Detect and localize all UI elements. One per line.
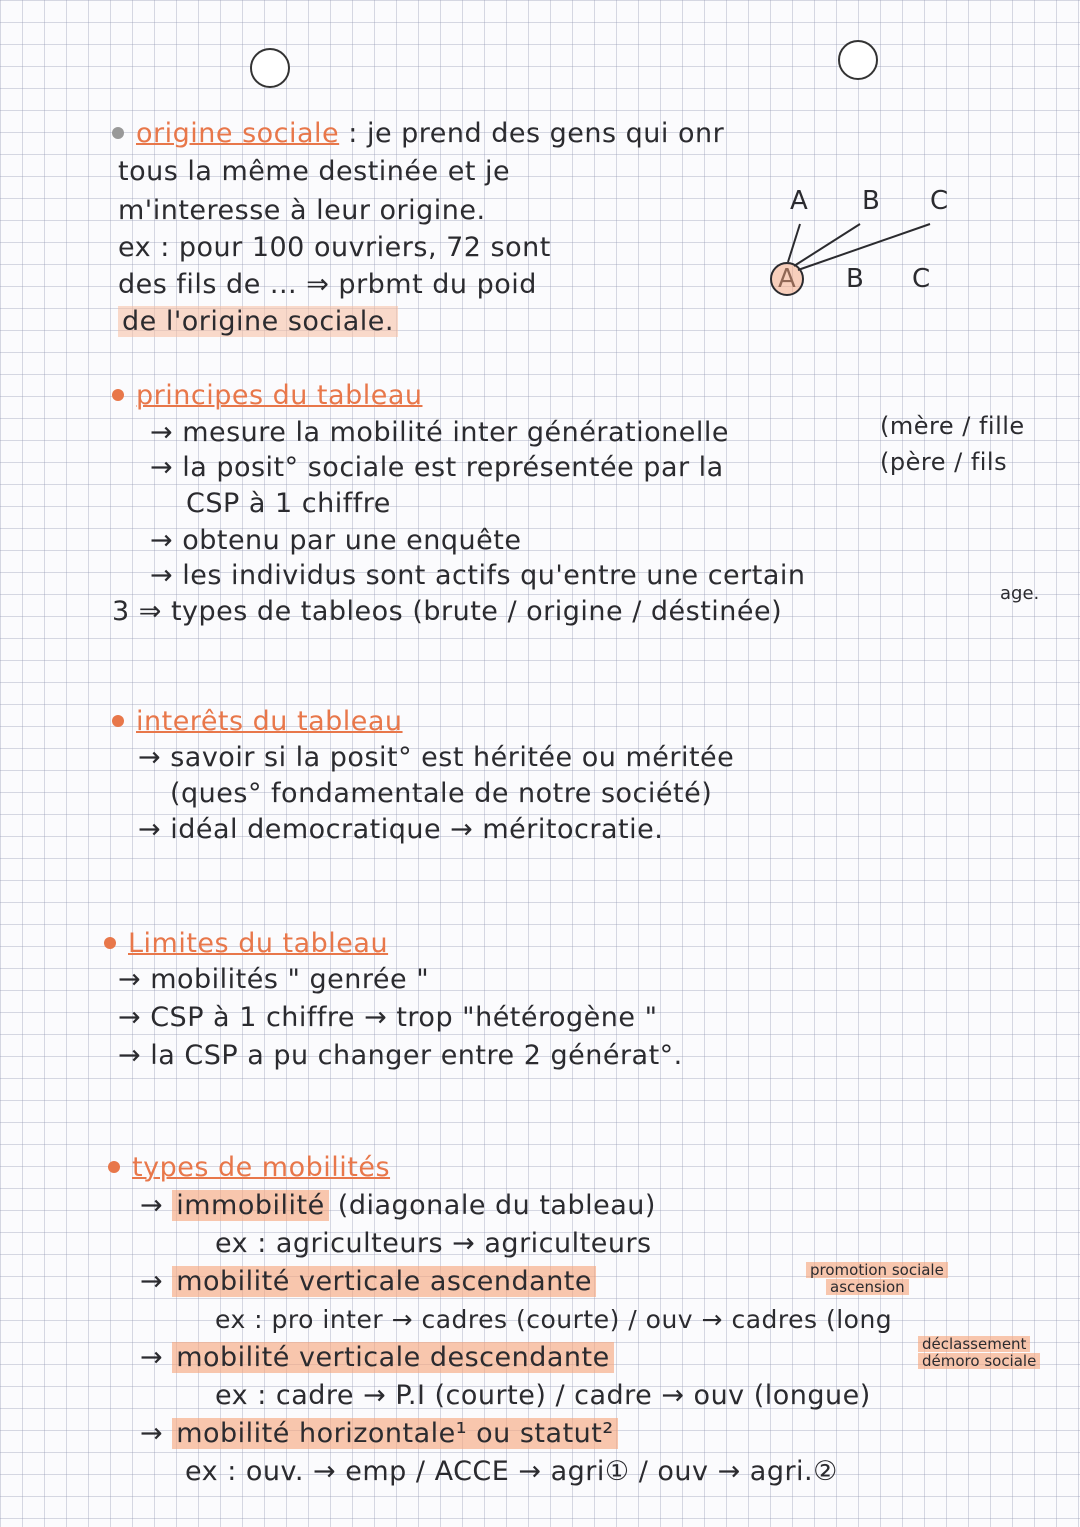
- origine-title: origine sociale: [136, 118, 340, 149]
- arrow-icon: →: [140, 1342, 164, 1373]
- types-line-3: [140, 1266, 596, 1298]
- limites-title: Limites du tableau: [128, 928, 389, 959]
- diagram-circle-a: [771, 263, 803, 295]
- diagram-arrow-a: [788, 224, 800, 262]
- interets-line-1: (ques° fondamentale de notre société): [170, 778, 713, 809]
- descendante-note-1: démoro sociale: [918, 1353, 1040, 1369]
- origin-diagram: [760, 188, 980, 308]
- mobilite-horizontale-label: mobilité horizontale¹ ou statut²: [172, 1418, 617, 1449]
- diagram-arrows: [760, 188, 980, 308]
- arrow-icon: →: [140, 1266, 164, 1297]
- principes-line-1: → la posit° sociale est représentée par la: [150, 452, 724, 483]
- principes-line-0: → mesure la mobilité inter générationelle: [150, 417, 729, 448]
- principes-aside-0: (mère / fille: [880, 412, 1025, 440]
- types-line-7: [140, 1418, 618, 1450]
- origine-line-5-text: de l'origine sociale.: [118, 306, 398, 337]
- diagram-bottom-c: C: [912, 264, 931, 294]
- arrow-icon: →: [140, 1190, 164, 1221]
- interets-line-0: → savoir si la posit° est héritée ou méritée: [138, 742, 735, 773]
- principes-line-5: 3 ⇒ types de tableos (brute / origine / déstinée): [112, 596, 783, 627]
- diagram-arrow-c: [798, 224, 930, 270]
- interets-title: interêts du tableau: [136, 706, 403, 737]
- principes-line-2: CSP à 1 chiffre: [186, 488, 391, 519]
- interets-line-2: → idéal democratique → méritocratie.: [138, 814, 664, 845]
- origine-line-1: tous la même destinée et je: [118, 156, 511, 187]
- ascendante-note-0: promotion sociale: [806, 1262, 948, 1278]
- principes-line-4: → les individus sont actifs qu'entre une certain: [150, 560, 806, 591]
- types-title: types de mobilités: [132, 1152, 391, 1183]
- bullet-icon: [108, 1161, 120, 1173]
- types-title-line: [108, 1152, 390, 1184]
- limites-line-0: → mobilités " genrée ": [118, 964, 430, 995]
- descendante-note-0: déclassement: [918, 1336, 1030, 1352]
- types-line-4: ex : pro inter → cadres (courte) / ouv → cadres (long: [215, 1305, 893, 1334]
- types-line-2: ex : agriculteurs → agriculteurs: [215, 1228, 652, 1259]
- immobilite-label: immobilité: [172, 1190, 328, 1221]
- immobilite-desc: (diagonale du tableau): [337, 1190, 656, 1221]
- mobilite-ascendante-label: mobilité verticale ascendante: [172, 1266, 596, 1297]
- origine-title-line: [112, 118, 724, 150]
- types-line-8: ex : ouv. → emp / ACCE → agri① / ouv → agri.②: [185, 1456, 838, 1487]
- limites-line-2: → la CSP a pu changer entre 2 générat°.: [118, 1040, 683, 1071]
- origine-line-3: ex : pour 100 ouvriers, 72 sont: [118, 232, 551, 263]
- principes-title: principes du tableau: [136, 380, 423, 411]
- types-line-1: [140, 1190, 656, 1222]
- limites-line-1: → CSP à 1 chiffre → trop "hétérogène ": [118, 1002, 658, 1033]
- types-line-5: [140, 1342, 614, 1374]
- bullet-icon: [112, 715, 124, 727]
- principes-line-3: → obtenu par une enquête: [150, 525, 522, 556]
- arrow-icon: →: [140, 1418, 164, 1449]
- diagram-top-c: C: [930, 186, 949, 216]
- diagram-top-b: B: [862, 186, 880, 216]
- binder-hole-left: [250, 48, 290, 88]
- principes-title-line: [112, 380, 422, 412]
- interets-title-line: [112, 706, 403, 738]
- origine-line-4: des fils de ... ⇒ prbmt du poid: [118, 269, 537, 300]
- principes-aside-1: (père / fils: [880, 448, 1008, 476]
- binder-hole-right: [838, 40, 878, 80]
- bullet-icon: [112, 127, 124, 139]
- bullet-icon: [112, 389, 124, 401]
- diagram-top-a: A: [790, 186, 808, 216]
- origine-line-0: : je prend des gens qui onr: [348, 118, 725, 149]
- principes-age: age.: [1000, 583, 1040, 604]
- origine-line-2: m'interesse à leur origine.: [118, 195, 486, 226]
- mobilite-descendante-label: mobilité verticale descendante: [172, 1342, 614, 1373]
- limites-title-line: [104, 928, 388, 960]
- diagram-bottom-b: B: [846, 264, 864, 294]
- ascendante-note-1: ascension: [826, 1279, 909, 1295]
- bullet-icon: [104, 937, 116, 949]
- origine-line-5: [118, 306, 398, 338]
- types-line-6: ex : cadre → P.I (courte) / cadre → ouv (longue): [215, 1380, 871, 1411]
